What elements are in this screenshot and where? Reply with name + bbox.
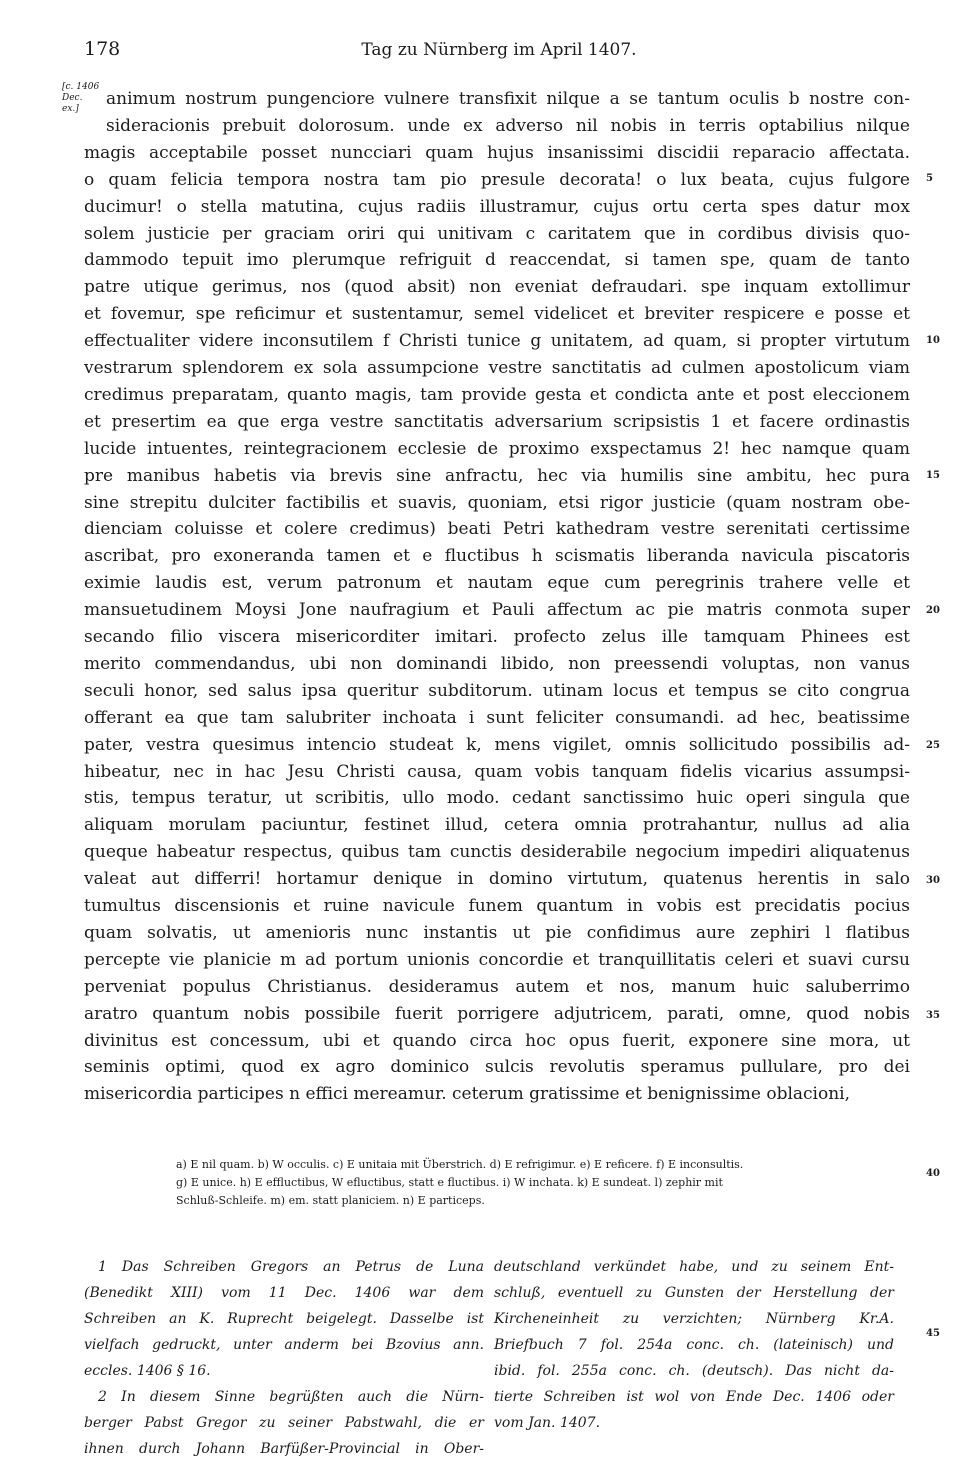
line-number: 5 [926,173,933,184]
text-line: dammodo tepuit imo plerumque refriguit d reaccendat, si tamen spe, quam de tanto [84,250,910,271]
text-line: o quam felicia tempora nostra tam pio presule decorata! o lux beata, cujus fulgore [84,169,910,190]
text-line: misericordia participes n effici mereamur. ceterum gratissime et benignissime oblacioni, [84,1084,851,1105]
margin-date-line: [c. 1406 [62,82,100,92]
text-line: sine strepitu dulciter factibilis et suavis, quoniam, etsi rigor justicie (quam nostram obe- [84,492,910,513]
page-number: 178 [84,38,121,60]
text-line: eximie laudis est, verum patronum et nautam eque cum peregrinis trahere velle et [84,573,910,594]
text-line: sideracionis prebuit dolorosum. unde ex adverso nil nobis in terris optabilius nilque [106,115,910,136]
text-line: effectualiter videre inconsutilem f Christi tunice g unitatem, ad quam, si propter virtutum [84,331,910,352]
text-line: lucide intuentes, reintegracionem ecclesie de proximo exspectamus 2! hec namque quam [84,438,910,459]
footnote-line: 1 Das Schreiben Gregors an Petrus de Luna [98,1259,484,1275]
text-line: ducimur! o stella matutina, cujus radiis illustramur, cujus ortu certa spes datur mox [84,196,910,217]
text-line: stis, tempus teratur, ut scribitis, ullo modo. cedant sanctissimo huic operi singula que [84,788,910,809]
line-number: 45 [926,1328,940,1339]
text-line: et presertim ea que erga vestre sanctitatis adversarium scripsistis 1 et facere ordinastis [84,411,910,432]
text-line: valeat aut differri! hortamur denique in domino virtutum, quatenus herentis in salo [84,869,910,890]
line-number: 40 [926,1168,940,1179]
text-line: solem justicie per graciam oriri qui unitivam c caritatem que in cordibus divisis quo- [84,223,910,244]
text-line: vestrarum splendorem ex sola assumpcione vestre sanctitatis ad culmen apostolicum viam [84,358,910,378]
text-line: seminis optimi, quod ex agro dominico sulcis revolutis speramus pullulare, pro dei [84,1057,910,1078]
footnote-line: (Benedikt XIII) vom 11 Dec. 1406 war dem [84,1285,484,1301]
text-line: seculi honor, sed salus ipsa queritur subditorum. utinam locus et tempus se cito congrua [84,680,910,701]
line-number: 30 [926,875,940,886]
footnote-line: deutschland verkündet habe, und zu seinem Ent- [494,1259,894,1275]
footnote-line: Kircheneinheit zu verzichten; Nürnberg Kr.A. [494,1311,894,1327]
line-number: 10 [926,335,940,346]
text-line: merito commendandus, ubi non dominandi libido, non preessendi voluptas, non vanus [84,653,910,674]
text-line: hibeatur, nec in hac Jesu Christi causa, quam vobis tanquam fidelis vicarius assumpsi- [84,761,910,782]
footnote-line: vom Jan. 1407. [494,1415,601,1431]
line-number: 15 [926,470,940,481]
footnote-line: ihnen durch Johann Barfüßer-Provincial in Ober- [84,1441,484,1457]
footnote-line: Briefbuch 7 fol. 254a conc. ch. (lateinisch) und [494,1337,894,1353]
footnote-line: ibid. fol. 255a conc. ch. (deutsch). Das nicht da- [494,1363,894,1379]
text-line: divinitus est concessum, ubi et quando circa hoc opus fuerit, exponere sine mora, ut [84,1030,910,1051]
text-line: magis acceptabile posset nuncciari quam hujus insanissimi discidii reparacio affectata. [84,142,910,163]
footnote-line: berger Pabst Gregor zu seiner Pabstwahl, die er [84,1415,484,1431]
text-line: secando filio viscera misericorditer imitari. profecto zelus ille tamquam Phinees est [84,627,910,647]
footnote-line: 2 In diesem Sinne begrüßten auch die Nürn- [98,1389,484,1405]
textual-note-line: g) E unice. h) E effluctibus, W efluctibus, statt e fluctibus. i) W inchata. k) E sundeat. l) zephir mit [176,1176,723,1189]
text-line: offerant ea que tam salubriter inchoata i sunt feliciter consumandi. ad hec, beatissime [84,707,910,728]
text-line: dienciam coluisse et colere credimus) beati Petri kathedram vestre serenitati certissime [84,519,910,540]
text-line: queque habeatur respectus, quibus tam cunctis desiderabile negocium impediri aliquatenus [84,842,910,863]
text-line: perveniat populus Christianus. desideramus autem et nos, manum huic saluberrimo [84,976,910,997]
footnote-line: vielfach gedruckt, unter anderm bei Bzovius ann. [84,1337,484,1353]
textual-note-line: a) E nil quam. b) W occulis. c) E unitaia mit Überstrich. d) E refrigimur. e) E reficere. f) E inconsultis. [176,1158,744,1171]
text-line: ascribat, pro exoneranda tamen et e fluctibus h scismatis liberanda navicula piscatoris [84,546,910,567]
footnote-line: schluß, eventuell zu Gunsten der Herstellung der [494,1285,894,1301]
footnote-line: tierte Schreiben ist wol von Ende Dec. 1406 oder [494,1389,894,1405]
text-line: animum nostrum pungenciore vulnere transfixit nilque a se tantum oculis b nostre con- [106,89,910,109]
margin-date-note [62,82,102,115]
text-line: pater, vestra quesimus intencio studeat k, mens vigilet, omnis sollicitudo possibilis ad- [84,734,910,755]
text-line: patre utique gerimus, nos (quod absit) non eveniat defraudari. spe inquam extollimur [84,277,910,298]
line-number: 35 [926,1010,940,1021]
text-line: et fovemur, spe reficimur et sustentamur, semel videlicet et breviter respicere e posse et [84,304,910,325]
line-number: 25 [926,740,940,751]
footnote-line: eccles. 1406 § 16. [84,1363,211,1379]
text-line: credimus preparatam, quanto magis, tam provide gesta et condicta ante et post eleccionem [84,384,910,405]
text-line: quam solvatis, ut amenioris nunc instantis ut pie confidimus aure zephiri l flatibus [84,922,910,943]
text-line: aliquam morulam paciuntur, festinet illud, cetera omnia protrahantur, nullus ad alia [84,815,910,836]
footnote-line: Schreiben an K. Ruprecht beigelegt. Dasselbe ist [84,1311,484,1327]
text-line: tumultus discensionis et ruine navicule funem quantum in vobis est precidatis pocius [84,896,910,916]
page-header [84,38,914,66]
line-number: 20 [926,605,940,616]
text-line: pre manibus habetis via brevis sine anfractu, hec via humilis sine ambitu, hec pura [84,465,910,486]
margin-date-line: Dec. ex.] [62,93,83,114]
text-line: percepte vie planicie m ad portum unionis concordie et tranquillitatis celeri et suavi cursu [84,949,910,970]
textual-note-line: Schluß-Schleife. m) em. statt planiciem. n) E particeps. [176,1194,485,1207]
text-line: aratro quantum nobis possibile fuerit porrigere adjutricem, parati, omne, quod nobis [84,1003,910,1024]
text-line: mansuetudinem Moysi Jone naufragium et Pauli affectum ac pie matris conmota super [84,600,910,621]
running-title: Tag zu Nürnberg im April 1407. [361,40,637,60]
